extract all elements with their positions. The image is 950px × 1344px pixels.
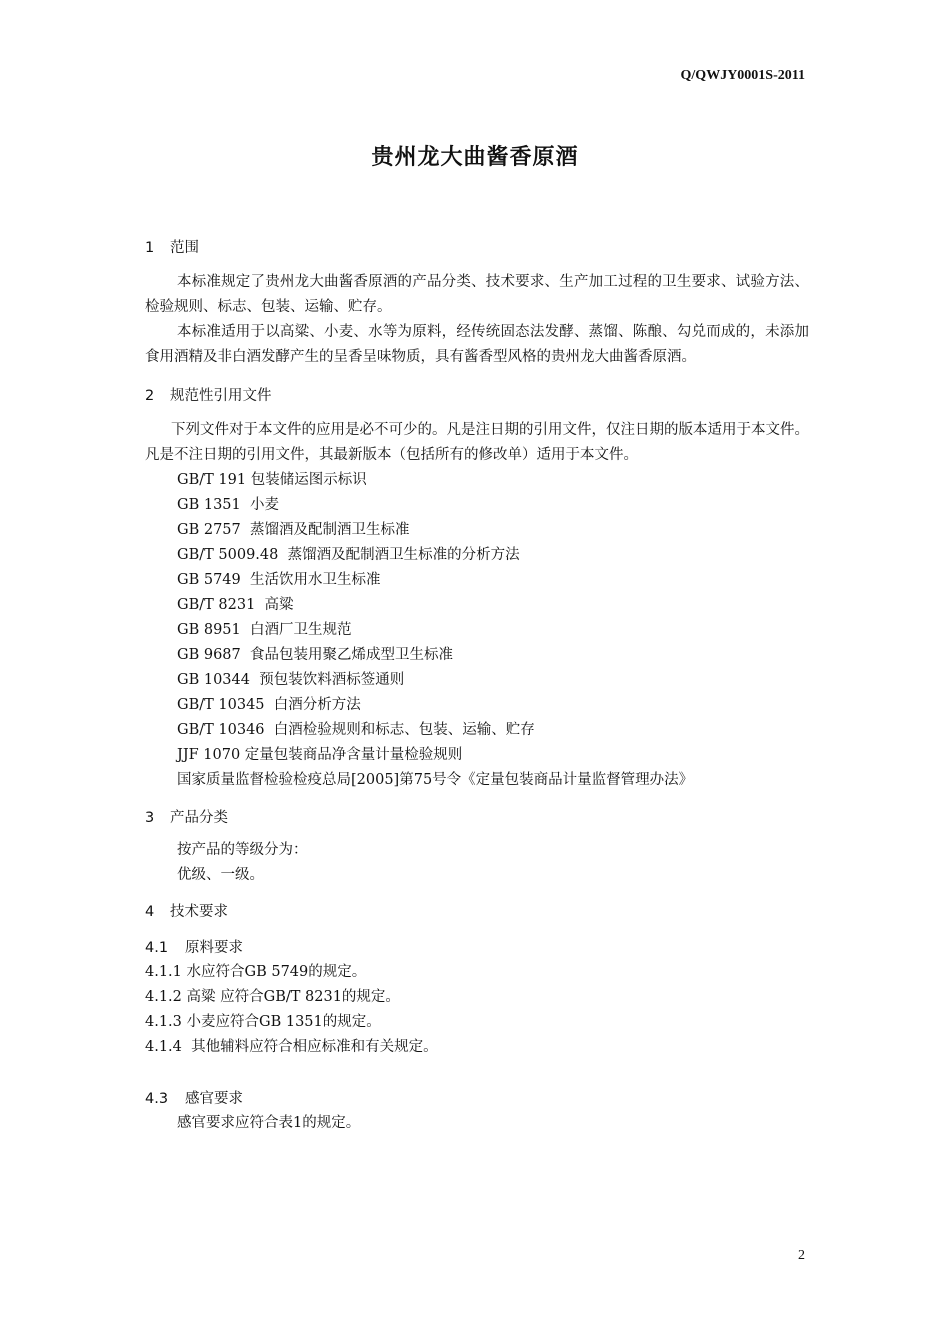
subsection-4-3-heading [145, 1087, 809, 1111]
page-number: 2 [798, 1248, 805, 1263]
section-number: 1 [145, 240, 155, 256]
reference-item: GB/T 5009.48 蒸馏酒及配制酒卫生标准的分析方法 [177, 547, 520, 563]
subsection-number: 4.3 [145, 1091, 169, 1107]
section-1-heading [145, 236, 809, 260]
reference-item: GB 10344 预包装饮料酒标签通则 [177, 672, 405, 688]
normative-references-intro: 下列文件对于本文件的应用是必不可少的。凡是注日期的引用文件，仅注日期的版本适用于本文件。凡是不注日期的引用文件，其最新版本（包括所有的修改单）适用于本文件。 [145, 422, 809, 463]
sensory-requirement-line: 感官要求应符合表1的规定。 [177, 1115, 361, 1131]
clause-item: 4.1.3 小麦应符合GB 1351的规定。 [145, 1014, 381, 1030]
section-title: 规范性引用文件 [170, 388, 272, 404]
scope-paragraph: 本标准规定了贵州龙大曲酱香原酒的产品分类、技术要求、生产加工过程的卫生要求、试验方法、检验规则、标志、包装、运输、贮存。 [145, 274, 809, 315]
clause-item: 4.1.2 高粱 应符合GB/T 8231的规定。 [145, 989, 400, 1005]
section-title: 产品分类 [170, 810, 228, 826]
reference-item: GB/T 8231 高粱 [177, 597, 294, 613]
subsection-title: 感官要求 [185, 1091, 243, 1107]
classification-line: 按产品的等级分为： [177, 842, 308, 858]
reference-item: GB/T 10345 白酒分析方法 [177, 697, 361, 713]
reference-item: GB/T 191 包装储运图示标识 [177, 472, 367, 488]
section-3-heading [145, 806, 809, 830]
reference-item: 国家质量监督检验检疫总局[2005]第75号令《定量包装商品计量监督管理办法》 [177, 772, 694, 788]
clause-item: 4.1.1 水应符合GB 5749的规定。 [145, 964, 367, 980]
section-number: 3 [145, 810, 155, 826]
subsection-title: 原料要求 [185, 940, 243, 956]
section-number: 4 [145, 904, 155, 920]
reference-item: GB 2757 蒸馏酒及配制酒卫生标准 [177, 522, 410, 538]
section-title: 技术要求 [170, 904, 228, 920]
reference-item: GB 8951 白酒厂卫生规范 [177, 622, 352, 638]
section-2-heading [145, 384, 809, 408]
reference-item: GB 5749 生活饮用水卫生标准 [177, 572, 381, 588]
reference-item: GB/T 10346 白酒检验规则和标志、包装、运输、贮存 [177, 722, 535, 738]
reference-item: JJF 1070 定量包装商品净含量计量检验规则 [177, 747, 463, 763]
classification-line: 优级、一级。 [177, 867, 264, 883]
scope-paragraph: 本标准适用于以高粱、小麦、水等为原料，经传统固态法发酵、蒸馏、陈酿、勾兑而成的，未添加食用酒精及非白酒发酵产生的呈香呈味物质，具有酱香型风格的贵州龙大曲酱香原酒。 [145, 324, 809, 365]
document-code: Q/QWJY0001S-2011 [680, 68, 805, 83]
reference-item: GB 1351 小麦 [177, 497, 279, 513]
subsection-number: 4.1 [145, 940, 169, 956]
section-title: 范围 [170, 240, 199, 256]
document-body [145, 236, 809, 1136]
reference-item: GB 9687 食品包装用聚乙烯成型卫生标准 [177, 647, 453, 663]
clause-item: 4.1.4 其他辅料应符合相应标准和有关规定。 [145, 1039, 438, 1055]
section-4-heading [145, 900, 809, 924]
section-number: 2 [145, 388, 155, 404]
subsection-4-1-heading [145, 936, 809, 960]
document-title: 贵州龙大曲酱香原酒 [371, 145, 579, 170]
